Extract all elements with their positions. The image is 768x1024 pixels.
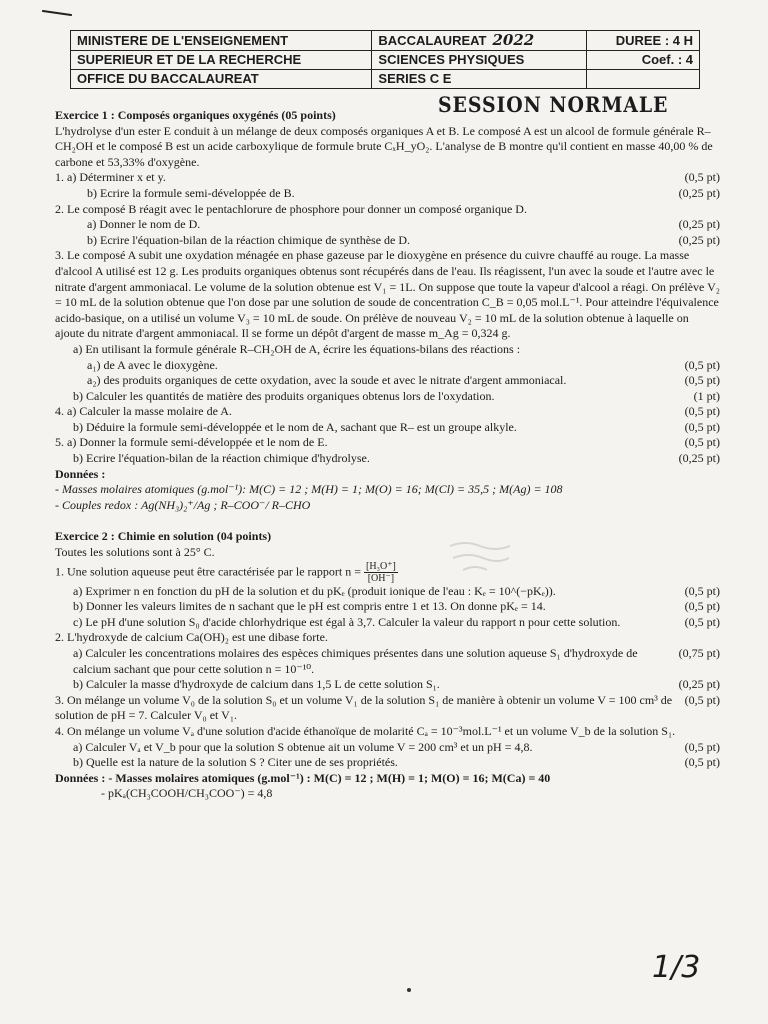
exam-content — [55, 108, 720, 802]
points: (0,25 pt) — [678, 217, 720, 232]
ex2-q1b: b) Donner les valeurs limites de n sachant que le pH est compris entre 1 et 13. On donne pKₑ = 14. — [73, 599, 546, 614]
q4a: 4. a) Calculer la masse molaire de A. — [55, 404, 232, 419]
q3a1: a₁) de A avec le dioxygène. — [87, 357, 218, 372]
question-row — [55, 677, 720, 693]
ex2-q1c: c) Le pH d'une solution S₀ d'acide chlorhydrique est égal à 3,7. Calculer la valeur du rapport n pour cette solution. — [73, 614, 621, 629]
q4b: b) Déduire la formule semi-développée et le nom de A, sachant que R– est un groupe alkyle. — [73, 419, 517, 434]
exercise-2-intro: Toutes les solutions sont à 25° C. — [55, 545, 215, 560]
q1a: 1. a) Déterminer x et y. — [55, 170, 166, 185]
ex2-donnees: Données : - Masses molaires atomiques (g.mol⁻¹) : M(C) = 12 ; M(H) = 1; M(O) = 16; M(Ca) = 40 — [55, 770, 551, 785]
donnees-title: Données : — [55, 466, 106, 481]
ex2-q2: 2. L'hydroxyde de calcium Ca(OH)₂ est une dibase forte. — [55, 630, 328, 645]
points: (0,5 pt) — [684, 404, 720, 419]
header-year: 2022 — [492, 31, 535, 49]
points: (0,5 pt) — [684, 599, 720, 614]
q1b: b) Ecrire la formule semi-développée de B. — [87, 185, 295, 200]
points: (0,5 pt) — [684, 614, 720, 629]
q3a: a) En utilisant la formule générale R–CH₂OH de A, écrire les équations-bilans des réactions : — [73, 341, 521, 356]
points: (0,5 pt) — [684, 739, 720, 754]
question-row — [55, 646, 720, 677]
q3b: b) Calculer les quantités de matière des produits organiques obtenus lors de l'oxydation. — [73, 388, 495, 403]
ex2-q4a: a) Calculer Vₐ et V_b pour que la solution S obtenue ait un volume V = 200 cm³ et un pH = 4,8. — [73, 739, 533, 754]
points: (0,25 pt) — [678, 451, 720, 466]
exercise-1-intro: L'hydrolyse d'un ester E conduit à un mélange de deux composés organiques A et B. Le composé A est un alcool de formule générale R–CH₂OH et le composé B est un acide carboxylique de formule brute CₓH_yO₂. L'analyse de B montre qu'il contient en masse 40,00 % de carbone et 53,33% d'oxygène. — [55, 123, 713, 169]
question-row — [55, 217, 720, 233]
q5a: 5. a) Donner la formule semi-développée et le nom de E. — [55, 435, 328, 450]
question-row — [55, 420, 720, 436]
question-row — [55, 389, 720, 405]
points: (1 pt) — [693, 388, 720, 403]
q3: 3. Le composé A subit une oxydation ménagée en phase gazeuse par le dioxygène en présence du cuivre chauffé au rouge. La masse d'alcool A utilisé est 12 g. Les produits organiques obtenus sont récupérés dans de l'eau. Ils réagissent, l'un avec la soude et l'autre avec le nitrate d'argent ammoniacal. Le volume de la solution obtenue est V₁ = 1L. On suppose que toute la vapeur d'alcool a réagi. On prélève V₂ = 10 mL de la solution obtenue que l'on dose par une solution de soude de concentration C_B = 0,05 mol.L⁻¹. Pour atteindre l'équivalence acido-basique, on a utilisé un volume V₃ = 10 mL de soude. On prélève de nouveau V₂ = 10 mL de la solution obtenue à laquelle on ajoute du nitrate d'argent ammoniacal. Il se forme un dépôt d'argent de masse m_Ag = 0,324 g. — [55, 248, 720, 341]
exercise-1-title: Exercice 1 : Composés organiques oxygénés (05 points) — [55, 108, 336, 122]
header-empty — [587, 70, 700, 89]
question-row — [55, 451, 720, 467]
points: (0,5 pt) — [684, 170, 720, 185]
page-number: 1/3 — [652, 950, 701, 985]
question-row — [55, 170, 720, 186]
question-row — [55, 373, 720, 389]
ex2-q4b: b) Quelle est la nature de la solution S ? Citer une de ses propriétés. — [73, 755, 398, 770]
ex2-q1a: a) Exprimer n en fonction du pH de la solution et du pKₑ (produit ionique de l'eau : Kₑ = 10^(−pKₑ)). — [73, 583, 556, 598]
q2b: b) Ecrire l'équation-bilan de la réaction chimique de synthèse de D. — [87, 232, 411, 247]
points: (0,5 pt) — [684, 755, 720, 770]
points: (0,5 pt) — [684, 373, 720, 388]
question-row — [55, 740, 720, 756]
points: (0,5 pt) — [684, 692, 720, 707]
header-subject: SCIENCES PHYSIQUES — [372, 51, 587, 70]
question-row — [55, 404, 720, 420]
faded-stamp-icon — [445, 538, 515, 576]
points: (0,25 pt) — [678, 185, 720, 200]
question-row — [55, 693, 720, 724]
points: (0,5 pt) — [684, 357, 720, 372]
donnees-redox: - Couples redox : Ag(NH₃)₂⁺/Ag ; R–COO⁻/ R–CHO — [55, 497, 311, 512]
question-row — [55, 435, 720, 451]
ratio-fraction: $\frac{\text{[H₃O⁺]}}{[OH^-]}$ — [365, 560, 396, 584]
scan-dot — [407, 988, 411, 992]
header-duration: DUREE : 4 H — [587, 31, 700, 51]
question-row — [55, 584, 720, 600]
header-coef: Coef. : 4 — [587, 51, 700, 70]
question-row — [55, 615, 720, 631]
q5b: b) Ecrire l'équation-bilan de la réaction chimique d'hydrolyse. — [73, 451, 370, 466]
question-row — [55, 358, 720, 374]
points: (0,25 pt) — [678, 232, 720, 247]
q2a: a) Donner le nom de D. — [87, 217, 201, 232]
ex2-q2b: b) Calculer la masse d'hydroxyde de calcium dans 1,5 L de cette solution S₁. — [73, 677, 440, 692]
ex2-q2a: a) Calculer les concentrations molaires des espèces chimiques présentes dans une solution aqueuse S₁ d'hydroxyde de calcium sachant que pour cette solution n = 10⁻¹⁰. — [73, 646, 638, 676]
q2: 2. Le composé B réagit avec le pentachlorure de phosphore pour donner un composé organique D. — [55, 201, 527, 216]
header-office: OFFICE DU BACCALAUREAT — [71, 70, 372, 89]
header-ministry: MINISTERE DE L'ENSEIGNEMENT — [71, 31, 372, 51]
ex2-q3: 3. On mélange un volume V₀ de la solution S₀ et un volume V₁ de la solution S₁ de manière à obtenir un volume V = 100 cm³ de solution de pH = 7. Calculer V₀ et V₁. — [55, 692, 673, 723]
ex2-q1: 1. Une solution aqueuse peut être caractérisée par le rapport n = $\frac{\text{[H₃O⁺]}}{[OH^-]}$ — [55, 560, 396, 584]
exercise-2-title: Exercice 2 : Chimie en solution (04 points) — [55, 529, 272, 544]
question-row — [55, 599, 720, 615]
ex2-q4: 4. On mélange un volume Vₐ d'une solution d'acide éthanoïque de molarité Cₐ = 10⁻³mol.L⁻¹ et un volume V_b de la solution S₁. — [55, 723, 676, 738]
q3a2: a₂) des produits organiques de cette oxydation, avec la soude et avec le nitrate d'argent ammoniacal. — [87, 373, 567, 388]
header-ministry-2: SUPERIEUR ET DE LA RECHERCHE — [71, 51, 372, 70]
question-row — [55, 233, 720, 249]
points: (0,5 pt) — [684, 435, 720, 450]
points: (0,5 pt) — [684, 583, 720, 598]
donnees-masses: - Masses molaires atomiques (g.mol⁻¹): M(C) = 12 ; M(H) = 1; M(O) = 16; M(Cl) = 35,5 ; M(Ag) = 108 — [55, 482, 563, 497]
question-row — [55, 186, 720, 202]
points: (0,75 pt) — [678, 646, 720, 660]
scan-mark — [42, 10, 72, 16]
header-exam: BACCALAUREAT 2022 — [372, 31, 587, 51]
question-row — [55, 755, 720, 771]
points: (0,5 pt) — [684, 419, 720, 434]
ex2-pka: - pKₐ(CH₃COOH/CH₃COO⁻) = 4,8 — [101, 786, 273, 801]
points: (0,25 pt) — [678, 677, 720, 692]
header-series: SERIES C E — [372, 70, 587, 89]
session-title: SESSION NORMALE — [438, 92, 669, 117]
exam-header-table — [70, 30, 700, 89]
